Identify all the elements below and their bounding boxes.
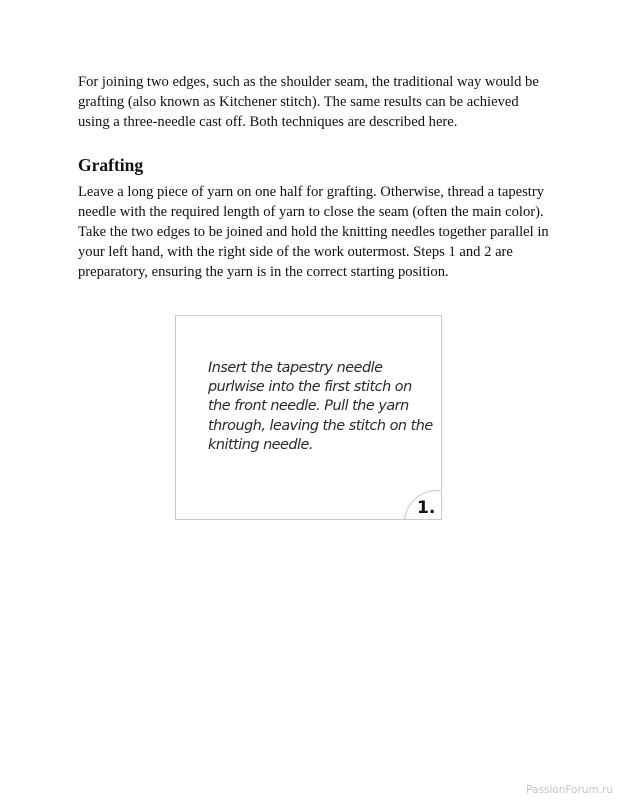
watermark: PassionForum.ru xyxy=(526,784,613,796)
intro-paragraph: For joining two edges, such as the shoulder seam, the traditional way would be grafting (also known as Kitchener stitch). The same results can be achieved using a three-needle cast off. Both techniques are described here. xyxy=(78,74,539,131)
step-number: 1. xyxy=(417,498,436,518)
step-instruction: Insert the tapestry needle purlwise into the first stitch on the front needle. Pull the yarn through, leaving the stitch on the knitting needle. xyxy=(208,360,433,453)
page-body xyxy=(78,72,553,283)
section-paragraph: Leave a long piece of yarn on one half for grafting. Otherwise, thread a tapestry needle with the required length of yarn to close the seam (often the main color). Take the two edges to be joined and hold the knitting needles together parallel in your left hand, with the right side of the work outermost. Steps 1 and 2 are preparatory, ensuring the yarn is in the correct starting position. xyxy=(78,183,549,281)
section-heading: Grafting xyxy=(78,154,144,175)
step-card xyxy=(175,315,442,520)
step-number-badge xyxy=(404,490,442,520)
